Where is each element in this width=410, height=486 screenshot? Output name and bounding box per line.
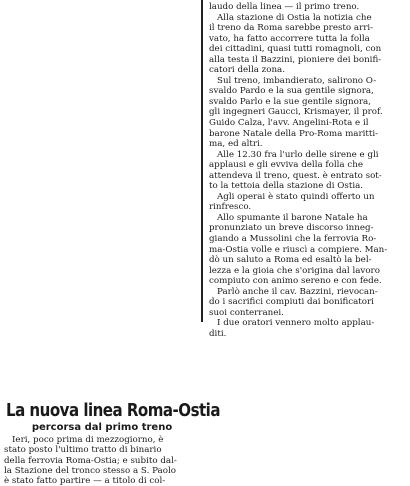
text-line: Sul treno, imbandierato, salirono O- [217, 75, 377, 86]
text-line: Alla stazione di Ostia la notizia che [217, 12, 372, 23]
text-line: svaldo Parlo e la sue gentile signora, [209, 96, 371, 107]
text-line: ma-Ostia volle e riuscì a compiere. Man- [209, 244, 388, 255]
text-line: catori della zona. [209, 65, 286, 76]
text-line: lezza e la gioia che s'origina dal lavoro [209, 265, 380, 276]
text-line: compiuto con animo sereno e con fede. [209, 276, 382, 287]
text-line: il treno da Roma sarebbe presto arri- [209, 23, 374, 34]
text-line: diti. [209, 328, 227, 339]
text-line: Alle 12.30 fra l'urlo delle sirene e gli [217, 149, 379, 160]
text-line: gli ingegneri Gaucci, Krismayer, il prof. [209, 107, 383, 118]
text-line: la Stazione del tronco stesso a S. Paolo [4, 465, 176, 476]
text-line: attendeva il treno, quest. è entrato sot- [209, 170, 382, 181]
text-line: della ferrovia Roma-Ostia; e subito dal- [4, 455, 177, 466]
text-line: rinfresco. [209, 202, 252, 213]
text-line: vato, ha fatto accorrere tutta la folla [209, 33, 370, 44]
text-line: dei cittadini, quasi tutti romagnoli, con [209, 44, 382, 55]
article-start-clipping [0, 400, 220, 486]
text-line: applausi e gli evviva della folla che [209, 160, 363, 171]
text-line: Allo spumante il barone Natale ha [217, 212, 368, 223]
text-line: ma, ed altri. [209, 139, 263, 150]
text-line: giando a Mussolini che la ferrovia Ro- [209, 234, 377, 245]
text-line: Parlò anche il cav. Bazzini, rievocan- [217, 286, 378, 297]
text-line: pronunziato un breve discorso inneg- [209, 223, 374, 234]
text-line: Guido Calza, l'avv. Angelini-Rota e il [209, 118, 369, 129]
article-headline: La nuova linea Roma-Ostia [6, 401, 220, 421]
article-continuation-text [209, 2, 404, 340]
text-line: Ieri, poco prima di mezzogiorno, è [12, 435, 164, 445]
text-line: to la tettoia della stazione di Ostia. [209, 181, 364, 192]
text-line: barone Natale della Pro-Roma maritti- [209, 128, 379, 139]
text-line: do i sacrifici compiuti dai bonificatori [209, 297, 374, 308]
text-line: svaldo Pardo e la sua gentile signora, [209, 86, 374, 97]
text-line: suoi conterranei. [209, 307, 284, 318]
article-continuation-clipping [201, 0, 406, 339]
text-line: alla testa il Bazzini, pioniere dei bonifi- [209, 54, 382, 65]
article-subhead: percorsa dal primo treno [31, 422, 173, 433]
text-line: Agli operai è stato quindi offerto un [217, 191, 375, 202]
text-line: è stato fatto partire — a titolo di col- [4, 476, 166, 486]
text-line: dò un saluto a Roma ed esaltò la bel- [209, 255, 372, 266]
article-body-text [4, 435, 202, 486]
text-line: laudo della linea — il primo treno. [209, 2, 360, 12]
text-line: I due oratori vennero molto applau- [217, 318, 375, 329]
text-line: stato posto l'ultimo tratto di binario [4, 445, 162, 456]
column-rule [201, 0, 203, 322]
